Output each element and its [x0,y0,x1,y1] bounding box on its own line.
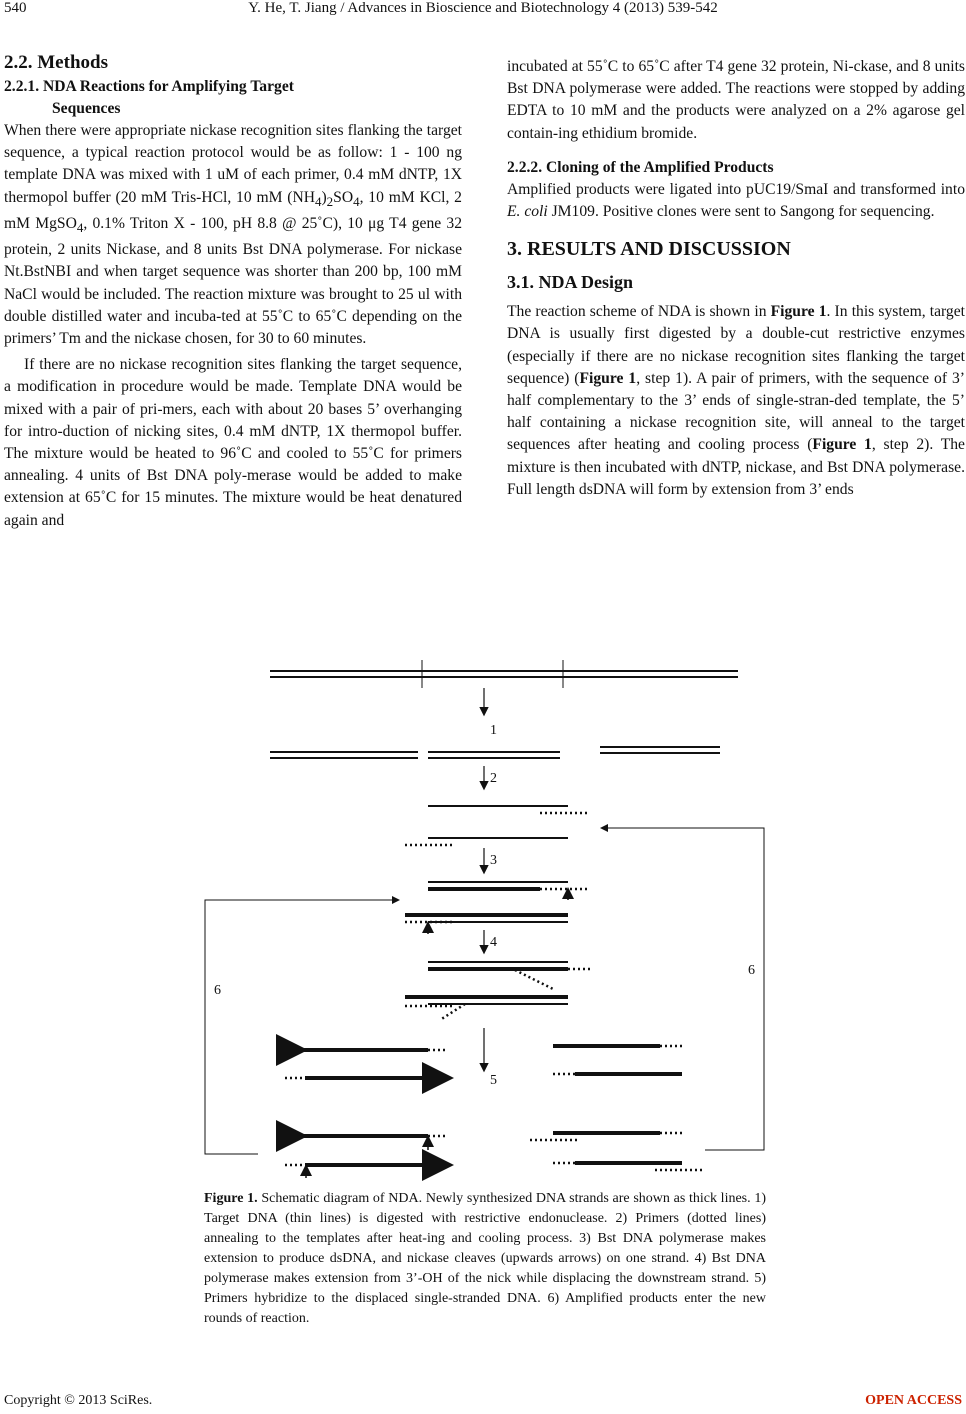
page-number: 540 [4,0,27,16]
step-label-2: 2 [490,771,497,786]
step-label-3: 3 [490,853,497,868]
figure-caption: Figure 1. Schematic diagram of NDA. Newly synthesized DNA strands are shown as thick lines. 1) Target DNA (thin lines) is digested with restrictive endonuclease. 2) Primers (dotted lines) annealing to the templates after heat-ing and cooling process. 3) Bst DNA polymerase makes extension to produce dsDNA, and nickase cleaves (upwards arrows) on one strand. 4) Bst DNA polymerase makes extension from 3’-OH of the nick while displacing the downstream strand. 5) Primers hybridize to the displaced single-stranded DNA. 6) Amplified products enter the new rounds of reaction. [204,1191,766,1326]
section-3-heading: 3. RESULTS AND DISCUSSION [507,238,791,261]
step-label-1: 1 [490,723,497,738]
paragraph-reaction-protocol: When there were appropriate nickase recognition sites flanking the target sequence, a typical reaction protocol would be as follow: 1 - 100 ng template DNA was mixed with 1 uM of each primer, 0.4 mM dNTP, 1X thermopol buffer (20 mM Tris-HCl, 10 mM $(NH_4)_2SO_4$, 10 mM KCl, 2 mM MgSO$_4$, 0.1% Triton X - 100, pH 8.8 @ 25˚C), 10 μg T4 gene 32 protein, 2 units Nickase, and 8 units Bst DNA polymerase. For nickase Nt.BstNBI and when target sequence was shorter than 200 bp, 100 mM NaCl would be included. The reaction mixture was brought to 25 ul with double distilled water and incuba-ted at 55˚C to 65˚C depending on the primers’ Tm and the nickase chosen, for 30 to 60 minutes. [4,122,463,348]
paragraph-design: The reaction scheme of NDA is shown in Figure 1. In this system, target DNA is usually first digested by a double-cut restrictive enzymes (especially if there are no nickase recognition sites flanking the target sequence) (Figure 1, step 1). A pair of primers, with the sequence of 3’ half complementary to the 3’ ends of single-stran-ded template, the 5’ half containing a nickase recognition site, will anneal to the target sequences after heating and cooling process (Figure 1, step 2). The mixture is then incubated with dNTP, nickase, and Bst DNA polymerase. Full length dsDNA will form by extension from 3’ ends [507,303,965,498]
paragraph-modified-procedure: If there are no nickase recognition sites flanking the target sequence, a modification in procedure would be made. Template DNA would be mixed with a pair of pri-mers, each with about 20 bases 5’ overhanging for intro-duction of nicking sites, 0.4 mM dNTP, 1X thermopol buffer. The mixture would be heated to 96˚C and cooled to 55˚C for primers annealing. 4 units of Bst DNA poly-merase would be added to make extension at 65˚C for 15 minutes. The mixture would be heat denatured again and [4,356,462,529]
primer-annealing [405,806,590,845]
loop-label-right: 6 [748,963,755,978]
paragraph-cloning: Amplified products were ligated into pUC19/SmaI and transformed into E. coli JM109. Positive clones were sent to Sangong for sequencing. [507,180,965,221]
running-title: Y. He, T. Jiang / Advances in Bioscience and Biotechnology 4 (2013) 539-542 [248,0,718,16]
paragraph-continued: incubated at 55˚C to 65˚C after T4 gene 32 protein, Ni-ckase, and 8 units Bst DNA polymerase were added. The reactions were stopped by adding EDTA to 10 mM and the products were analyzed on a 2% agarose gel contain-ing ethidium bromide. [507,58,965,142]
subsection-2-2-2-heading: 2.2.2. Cloning of the Amplified Products [507,158,774,176]
subsection-2-2-1-heading-cont: Sequences [52,100,121,117]
products-left [285,1050,448,1178]
subsection-2-2-1-heading: 2.2.1. NDA Reactions for Amplifying Target [4,78,294,95]
copyright: Copyright © 2013 SciRes. [4,1393,153,1408]
subsection-3-1-heading: 3.1. NDA Design [507,272,634,293]
methods-heading: 2.2. Methods [4,52,108,73]
digested-fragments [270,747,720,758]
step-label-4: 4 [490,935,497,950]
extension-dsdna [405,882,590,934]
open-access-label: OPEN ACCESS [865,1393,962,1408]
products-right [530,1046,705,1170]
recycle-loops [205,828,764,1154]
loop-label-left: 6 [214,983,221,998]
target-dna [270,660,738,688]
strand-displacement [405,962,590,1020]
step-label-5: 5 [490,1073,497,1088]
